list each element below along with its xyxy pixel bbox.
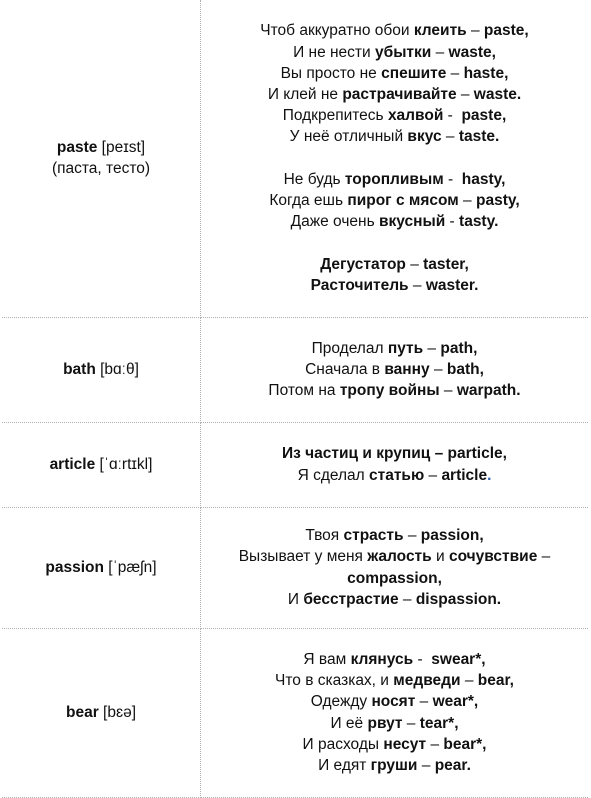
bold-term: бесстрастие	[303, 590, 399, 608]
line-text: Проделал	[311, 339, 388, 357]
bold-term: paste,	[483, 22, 529, 40]
bold-term: спешите	[381, 64, 447, 82]
line-text: –	[426, 735, 444, 753]
bold-term: waste.	[473, 86, 522, 104]
word-cell	[2, 507, 201, 628]
line-text: –	[424, 466, 442, 484]
bold-term: bath,	[446, 360, 484, 378]
bold-term: медведи	[393, 672, 461, 690]
line-text: И едят	[318, 756, 371, 774]
bold-term: пирог с мясом	[347, 192, 459, 210]
line-text: И её	[330, 714, 368, 732]
line-text: -	[445, 213, 460, 231]
line-text: Вызывает у меня	[238, 548, 368, 566]
line-text: Не будь	[283, 170, 345, 188]
translation: (паста, тесто)	[51, 160, 151, 178]
line-text: –	[537, 548, 551, 566]
bold-term: warpath.	[456, 382, 521, 400]
bold-term: несут	[383, 735, 427, 753]
line-text: -	[413, 650, 432, 668]
line-text: И не нести	[293, 43, 375, 61]
line-text: Я вам	[303, 650, 351, 668]
poem-line	[207, 691, 582, 712]
bold-term: вкус	[407, 128, 442, 146]
line-text: Подкрепитесь	[282, 107, 388, 125]
line-text: Вы просто не	[280, 64, 382, 82]
bold-term: клянусь	[350, 650, 414, 668]
headword: article	[49, 455, 96, 473]
bold-term: клеить	[413, 22, 467, 40]
bold-term: wear*,	[432, 693, 479, 711]
line-text: –	[415, 693, 433, 711]
line-text: –	[441, 128, 459, 146]
transcription: [ˈɑːrtɪkl]	[95, 455, 153, 473]
line-text: –	[398, 590, 416, 608]
poem-line	[207, 275, 582, 296]
poem-line	[207, 338, 582, 359]
poem-line	[207, 670, 582, 691]
vocabulary-table	[2, 0, 588, 798]
poem-line	[207, 105, 582, 126]
poem-line	[207, 63, 582, 84]
word-cell	[2, 317, 201, 422]
bold-term: tear*,	[419, 714, 459, 732]
poem-line	[207, 20, 582, 41]
bold-term: path,	[440, 339, 478, 357]
poem-line	[207, 649, 582, 670]
line-text: И расходы	[302, 735, 384, 753]
bold-term: путь	[387, 339, 424, 357]
poem-line	[207, 42, 582, 63]
line-text: –	[446, 64, 464, 82]
bold-term: pasty,	[475, 192, 520, 210]
line-text: .	[487, 466, 492, 484]
bold-term: compassion,	[347, 569, 442, 587]
line-text: Одежду	[310, 693, 372, 711]
poem-cell	[201, 0, 589, 317]
line-text: Потом на	[268, 382, 340, 400]
word-cell	[2, 628, 201, 797]
bold-term: халвой	[387, 107, 444, 125]
transcription: [bɛə]	[98, 703, 137, 721]
line-text: Сначала в	[305, 360, 385, 378]
poem-cell	[201, 628, 589, 797]
poem-line	[207, 169, 582, 190]
line-text: –	[423, 339, 441, 357]
bold-term: тропу войны	[339, 382, 440, 400]
bold-term: paste,	[461, 107, 507, 125]
line-text: –	[403, 527, 421, 545]
transcription: [bɑːθ]	[95, 360, 139, 378]
poem-line	[207, 525, 582, 546]
bold-term: swear*,	[431, 650, 486, 668]
poem-cell	[201, 507, 589, 628]
line-text: –	[439, 382, 457, 400]
line-text: Что в сказках, и	[275, 672, 394, 690]
line-text: –	[417, 756, 435, 774]
poem-line	[207, 211, 582, 232]
line-text: –	[458, 192, 476, 210]
word-cell	[2, 0, 201, 317]
bold-term: Дегустатор	[320, 255, 406, 273]
bold-term: носят	[371, 693, 416, 711]
bold-term: waste,	[448, 43, 496, 61]
bold-term: статью	[369, 466, 425, 484]
bold-term: tasty.	[459, 213, 499, 231]
headword: bear	[65, 703, 99, 721]
bold-term: жалость	[367, 548, 432, 566]
line-text: Даже очень	[290, 213, 379, 231]
bold-term: taster,	[423, 255, 469, 273]
headword: paste	[56, 139, 98, 157]
bold-term: Расточитель	[310, 276, 409, 294]
poem-line	[207, 546, 582, 567]
line-text: Я сделал	[297, 466, 369, 484]
bold-term: торопливым	[344, 170, 444, 188]
headword: bath	[63, 360, 96, 378]
poem-line	[207, 359, 582, 380]
stanza-break	[207, 232, 582, 253]
line-text: –	[408, 276, 426, 294]
bold-term: ванну	[384, 360, 430, 378]
poem-line	[207, 443, 582, 464]
line-text: Твоя	[305, 527, 344, 545]
poem-line	[207, 84, 582, 105]
bold-term: passion,	[420, 527, 484, 545]
table-row	[2, 317, 588, 422]
bold-term: bear*,	[443, 735, 487, 753]
poem-line	[207, 254, 582, 275]
stanza-break	[207, 148, 582, 169]
bold-term: waster.	[425, 276, 479, 294]
table-row	[2, 422, 588, 507]
line-text: И клей не	[267, 86, 343, 104]
bold-term: dispassion.	[415, 590, 502, 608]
poem-line	[207, 190, 582, 211]
bold-term: страсть	[343, 527, 404, 545]
bold-term: Из частиц и крупиц – particle,	[282, 445, 507, 463]
line-text: –	[466, 22, 484, 40]
bold-term: растрачивайте	[342, 86, 457, 104]
poem-line	[207, 126, 582, 147]
line-text: И	[287, 590, 304, 608]
bold-term: pear.	[434, 756, 471, 774]
line-text: У неё отличный	[289, 128, 408, 146]
poem-line	[207, 380, 582, 401]
transcription: [ˈpæʃn]	[104, 558, 157, 576]
poem-cell	[201, 317, 589, 422]
bold-term: bear,	[477, 672, 514, 690]
line-text: –	[431, 43, 449, 61]
bold-term: вкусный	[378, 213, 446, 231]
bold-term: рвут	[367, 714, 403, 732]
bold-term: taste.	[458, 128, 500, 146]
line-text: Чтоб аккуратно обои	[260, 22, 414, 40]
headword: passion	[45, 558, 104, 576]
line-text: и	[431, 548, 449, 566]
table-row	[2, 628, 588, 797]
table-row	[2, 0, 588, 317]
poem-line	[207, 568, 582, 589]
bold-term: hasty,	[461, 170, 506, 188]
poem-cell	[201, 422, 589, 507]
table-row	[2, 507, 588, 628]
poem-line	[207, 589, 582, 610]
line-text: –	[456, 86, 474, 104]
line-text: –	[429, 360, 447, 378]
line-text: -	[443, 107, 462, 125]
bold-term: сочувствие	[448, 548, 538, 566]
bold-term: груши	[370, 756, 418, 774]
bold-term: article	[441, 466, 488, 484]
line-text: Когда ешь	[269, 192, 348, 210]
line-text: -	[443, 170, 462, 188]
line-text: –	[405, 255, 424, 273]
poem-line	[207, 713, 582, 734]
transcription: [peɪst]	[97, 139, 146, 157]
line-text: –	[460, 672, 478, 690]
bold-term: haste,	[463, 64, 509, 82]
word-cell	[2, 422, 201, 507]
bold-term: убытки	[375, 43, 432, 61]
line-text: –	[402, 714, 420, 732]
poem-line	[207, 465, 582, 486]
poem-line	[207, 734, 582, 755]
poem-line	[207, 755, 582, 776]
